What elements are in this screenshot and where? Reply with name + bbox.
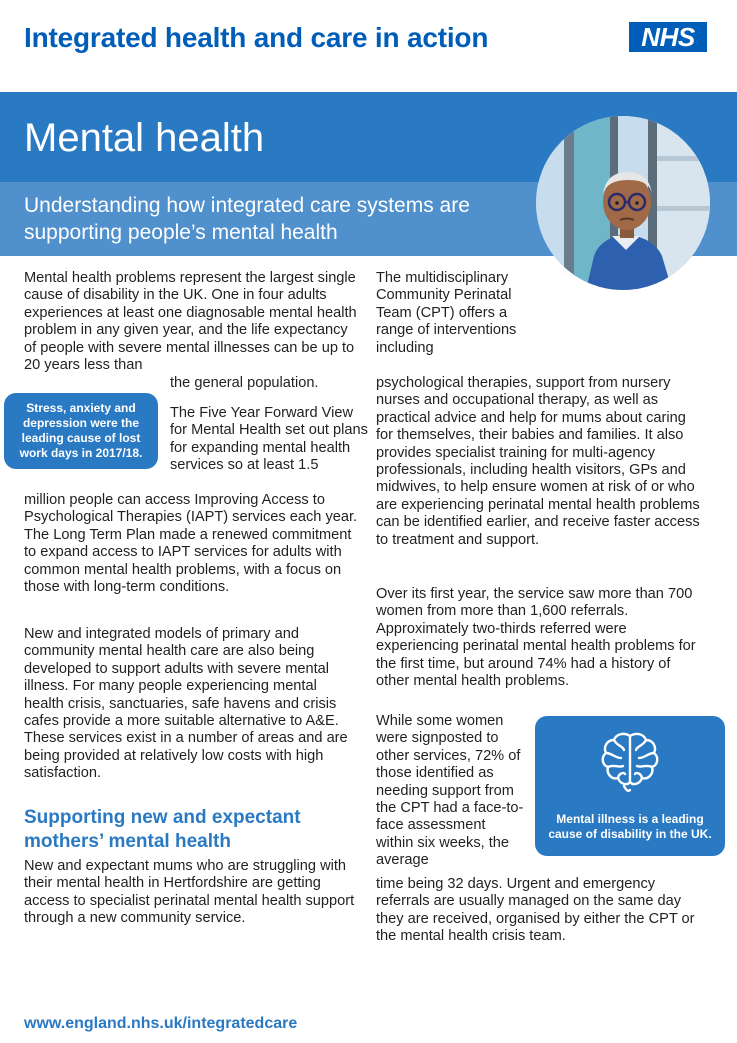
cpt-paragraph-start: The multidisciplinary Community Perinatal Team (CPT) offers a range of interventions including [376,270,517,356]
five-year-view-paragraph-start: The Five Year Forward View for Mental Health set out plans for expanding mental health services so at least 1.5 [170,405,368,474]
disability-callout-text: Mental illness is a leading cause of disability in the UK. [548,812,712,841]
older-man-illustration [536,116,710,290]
footer-link[interactable]: www.england.nhs.uk/integratedcare [24,1015,298,1032]
intro-paragraph: Mental health problems represent the largest single cause of disability in the UK. One in four adults experiences at least one diagnosable mental health problem in any given year, and the life expectancy of people with severe mental illnesses can be up to 20 years less than [24,270,357,374]
disability-callout [535,716,725,856]
signposting-paragraph: time being 32 days. Urgent and emergency referrals are usually managed on the same day they are received, organised by either the CPT or the mental health crisis team. [376,876,695,945]
portrait-illustration [536,116,710,290]
signposting-paragraph-start: While some women were signposted to other services, 72% of those identified as needing support from the CPT had a face-to-face assessment within six weeks, the average [376,713,524,869]
first-year-paragraph: Over its first year, the service saw more than 700 women from more than 1,600 referrals. Approximately two-thirds referred were experiencing perinatal mental health problems for the first time, but around 74% had a history of other mental health problems. [376,586,696,690]
section-heading: Supporting new and expectant mothers’ mental health [24,807,301,852]
hertfordshire-paragraph: New and expectant mums who are struggling with their mental health in Hertfordshire are getting access to specialist perinatal mental health support through a new community service. [24,858,355,927]
nhs-logo: NHS [629,22,707,52]
page-title: Mental health [24,116,265,160]
intro-paragraph-end: the general population. [170,375,319,391]
integrated-models-paragraph: New and integrated models of primary and community mental health care are also being developed to support adults with severe mental illness. For many people experiencing mental health crisis, sanctuaries, safe havens and crisis cafes provide a more suitable alternative to A&E. These services exist in a number of areas and are being provided at relatively low costs with high satisfaction. [24,626,348,782]
cpt-paragraph: psychological therapies, support from nursery nurses and occupational therapy, as well as practical advice and help for mums about caring for themselves, their babies and families. It also provides specialist training for multi-agency professionals, including health visitors, GPs and midwives, to help ensure women at risk of or who are experiencing perinatal mental health problems can be identified earlier, and receive faster access to treatment and support. [376,375,700,548]
document-top-title: Integrated health and care in action [24,22,489,53]
page-subtitle: Understanding how integrated care systems are supporting people’s mental health [24,194,470,244]
brain-icon [597,728,663,794]
five-year-view-paragraph: million people can access Improving Access to Psychological Therapies (IAPT) services each year. The Long Term Plan made a renewed commitment to expand access to IAPT services for adults with common mental health problems, with a focus on those with long-term conditions. [24,492,358,596]
stress-callout: Stress, anxiety and depression were the leading cause of lost work days in 2017/18. [4,393,158,469]
